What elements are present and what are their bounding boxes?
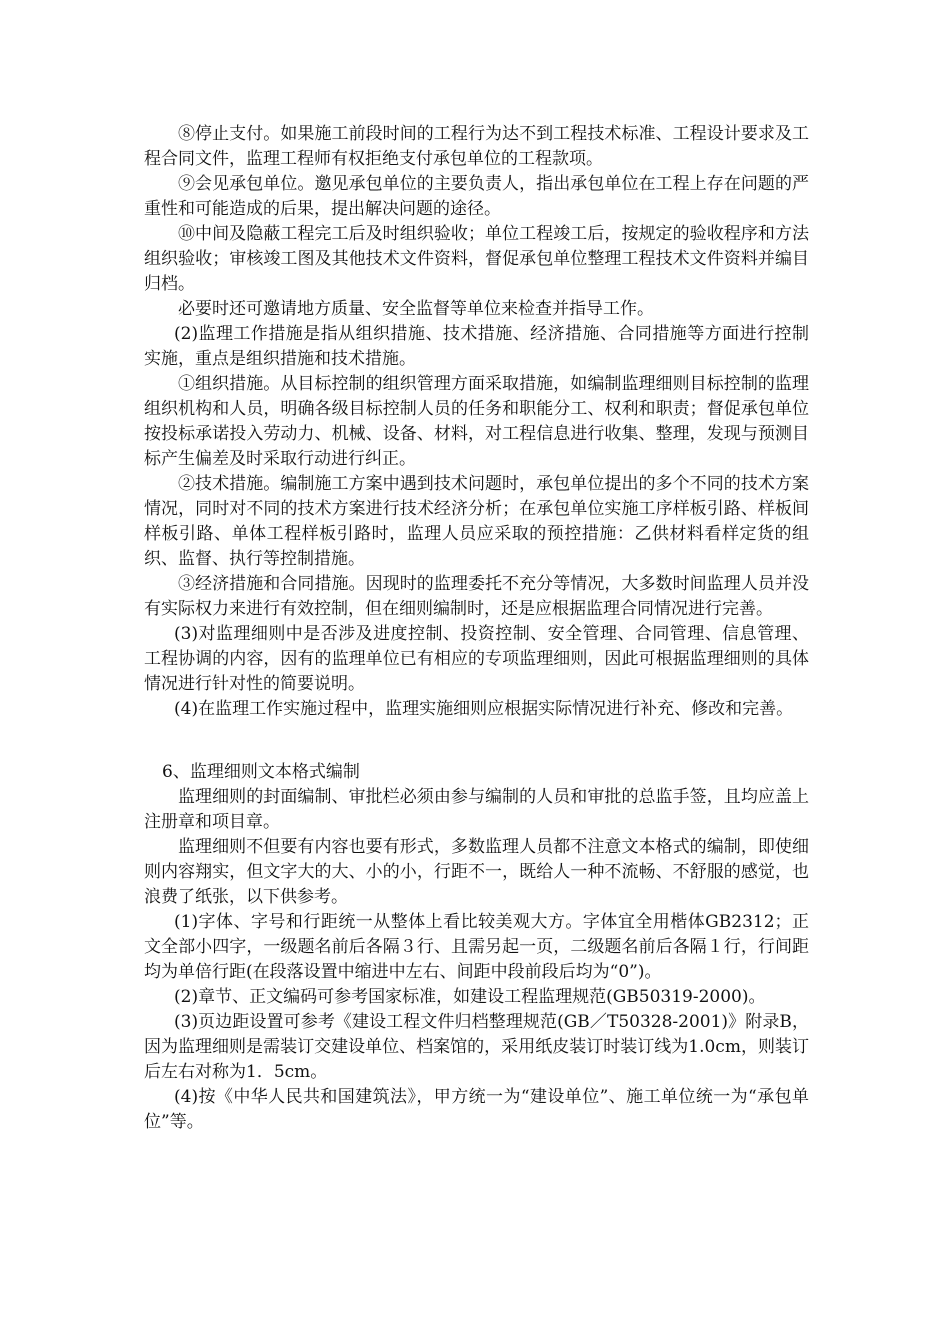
paragraph-meet-contractor: ⑨会见承包单位。邀见承包单位的主要负责人，指出承包单位在工程上存在问题的严重性和可能造成的后果，提出解决问题的途径。 bbox=[144, 174, 809, 219]
document-body bbox=[144, 122, 809, 1135]
paragraph-cover-approval: 监理细则的封面编制、审批栏必须由参与编制的人员和审批的总监手签，且均应盖上注册章和项目章。 bbox=[144, 787, 809, 832]
paragraph-technical-measures: ②技术措施。编制施工方案中遇到技术问题时，承包单位提出的多个不同的技术方案情况，同时对不同的技术方案进行技术经济分析；在承包单位实施工序样板引路、样板间样板引路、单体工程样板引路时，监理人员应采取的预控措施：乙供材料看样定货的组织、监督、执行等控制措施。 bbox=[144, 474, 809, 569]
paragraph-work-measures: (2)监理工作措施是指从组织措施、技术措施、经济措施、合同措施等方面进行控制实施，重点是组织措施和技术措施。 bbox=[144, 324, 809, 369]
paragraph-format-importance: 监理细则不但要有内容也要有形式，多数监理人员都不注意文本格式的编制，即使细则内容翔实，但文字大的大、小的小，行距不一，既给人一种不流畅、不舒服的感觉，也浪费了纸张，以下供参考。 bbox=[144, 837, 809, 907]
paragraph-font-spacing: (1)字体、字号和行距统一从整体上看比较美观大方。字体宜全用楷体GB2312；正文全部小四字，一级题名前后各隔３行、且需另起一页，二级题名前后各隔１行，行间距均为单倍行距(在段落设置中缩进中左右、间距中段前段后均为“0”)。 bbox=[144, 912, 809, 982]
paragraph-invite-supervision: 必要时还可邀请地方质量、安全监督等单位来检查并指导工作。 bbox=[178, 299, 654, 319]
paragraph-organizational-measures: ①组织措施。从目标控制的组织管理方面采取措施，如编制监理细则目标控制的监理组织机构和人员，明确各级目标控制人员的任务和职能分工、权利和职责；督促承包单位按投标承诺投入劳动力、机械、设备、材料，对工程信息进行收集、整理，发现与预测目标产生偏差及时采取行动进行纠正。 bbox=[144, 374, 809, 469]
paragraph-page-margins: (3)页边距设置可参考《建设工程文件归档整理规范(GB／T50328-2001)》附录B，因为监理细则是需装订交建设单位、档案馆的，采用纸皮装订时装订线为1.0cm，则装订后左右对称为1．5cm。 bbox=[144, 1012, 809, 1082]
paragraph-acceptance: ⑩中间及隐蔽工程完工后及时组织验收；单位工程竣工后，按规定的验收程序和方法组织验收；审核竣工图及其他技术文件资料，督促承包单位整理工程技术文件资料并编目归档。 bbox=[144, 224, 809, 294]
paragraph-stop-payment: ⑧停止支付。如果施工前段时间的工程行为达不到工程技术标准、工程设计要求及工程合同文件，监理工程师有权拒绝支付承包单位的工程款项。 bbox=[144, 124, 809, 169]
paragraph-supplement-revise: (4)在监理工作实施过程中，监理实施细则应根据实际情况进行补充、修改和完善。 bbox=[174, 699, 794, 719]
section-heading: 6、监理细则文本格式编制 bbox=[162, 762, 360, 782]
paragraph-numbering-standard: (2)章节、正文编码可参考国家标准，如建设工程监理规范(GB50319-2000)。 bbox=[174, 987, 766, 1007]
paragraph-economic-contract-measures: ③经济措施和合同措施。因现时的监理委托不充分等情况，大多数时间监理人员并没有实际权力来进行有效控制，但在细则编制时，还是应根据监理合同情况进行完善。 bbox=[144, 574, 809, 619]
paragraph-terminology: (4)按《中华人民共和国建筑法》，甲方统一为“建设单位”、施工单位统一为“承包单位”等。 bbox=[144, 1087, 809, 1132]
paragraph-special-items: (3)对监理细则中是否涉及进度控制、投资控制、安全管理、合同管理、信息管理、工程协调的内容，因有的监理单位已有相应的专项监理细则，因此可根据监理细则的具体情况进行针对性的简要说明。 bbox=[144, 624, 809, 694]
